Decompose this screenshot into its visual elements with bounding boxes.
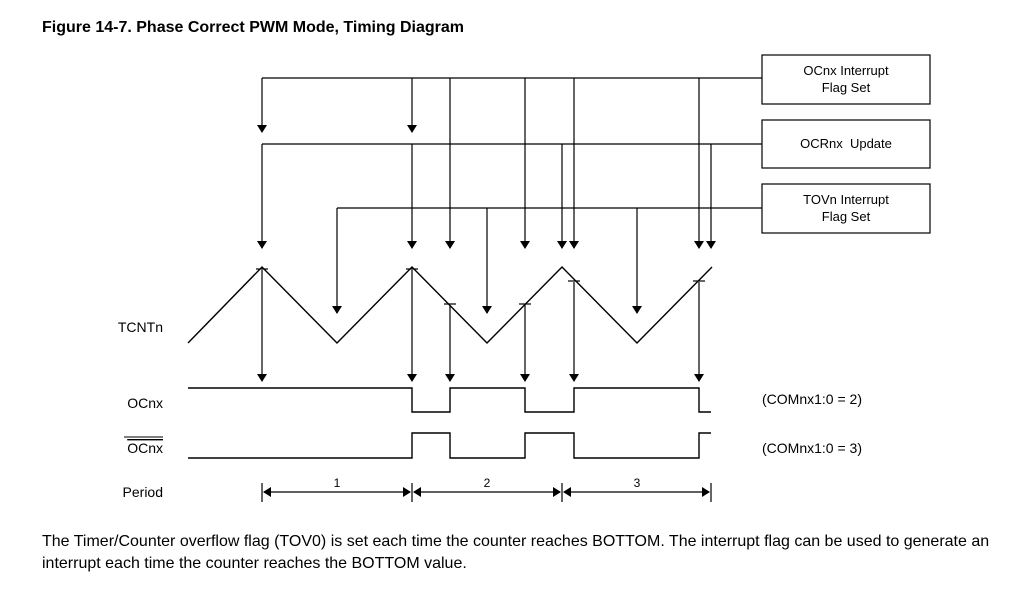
tcntn-label: TCNTn	[117, 319, 163, 335]
tovn-interrupt-label-line2: Flag Set	[821, 209, 871, 224]
compare-match-ticks	[256, 269, 705, 304]
ocrnx-update-label: OCRnx Update	[800, 136, 892, 151]
ocnx-waveform	[188, 388, 711, 412]
inverting-mode-label: (COMnx1:0 = 3)	[762, 440, 862, 456]
ocnx-interrupt-arrows	[262, 78, 699, 248]
ocnx-label: OCnx	[127, 395, 163, 411]
period-number-2: 2	[483, 476, 491, 490]
compare-to-ocnx-arrows	[262, 270, 699, 381]
body-paragraph: The Timer/Counter overflow flag (TOV0) is set each time the counter reaches BOTTOM. The interrupt flag can be used to generate an interrupt each time the counter reaches the BOTTOM value.	[42, 533, 990, 572]
ocnx-interrupt-label-line1: OCnx Interrupt	[803, 63, 889, 78]
period-number-3: 3	[633, 476, 641, 490]
ocnx-inverted-label: OCnx	[127, 440, 163, 456]
non-inverting-mode-label: (COMnx1:0 = 2)	[762, 391, 862, 407]
period-label: Period	[122, 484, 163, 500]
ocnx-interrupt-label-line2: Flag Set	[821, 80, 871, 95]
tovn-interrupt-label-line1: TOVn Interrupt	[803, 192, 889, 207]
period-number-1: 1	[333, 476, 341, 490]
ocnx-inverted-waveform	[188, 433, 711, 458]
figure-title: Figure 14-7. Phase Correct PWM Mode, Timing Diagram	[42, 19, 465, 36]
